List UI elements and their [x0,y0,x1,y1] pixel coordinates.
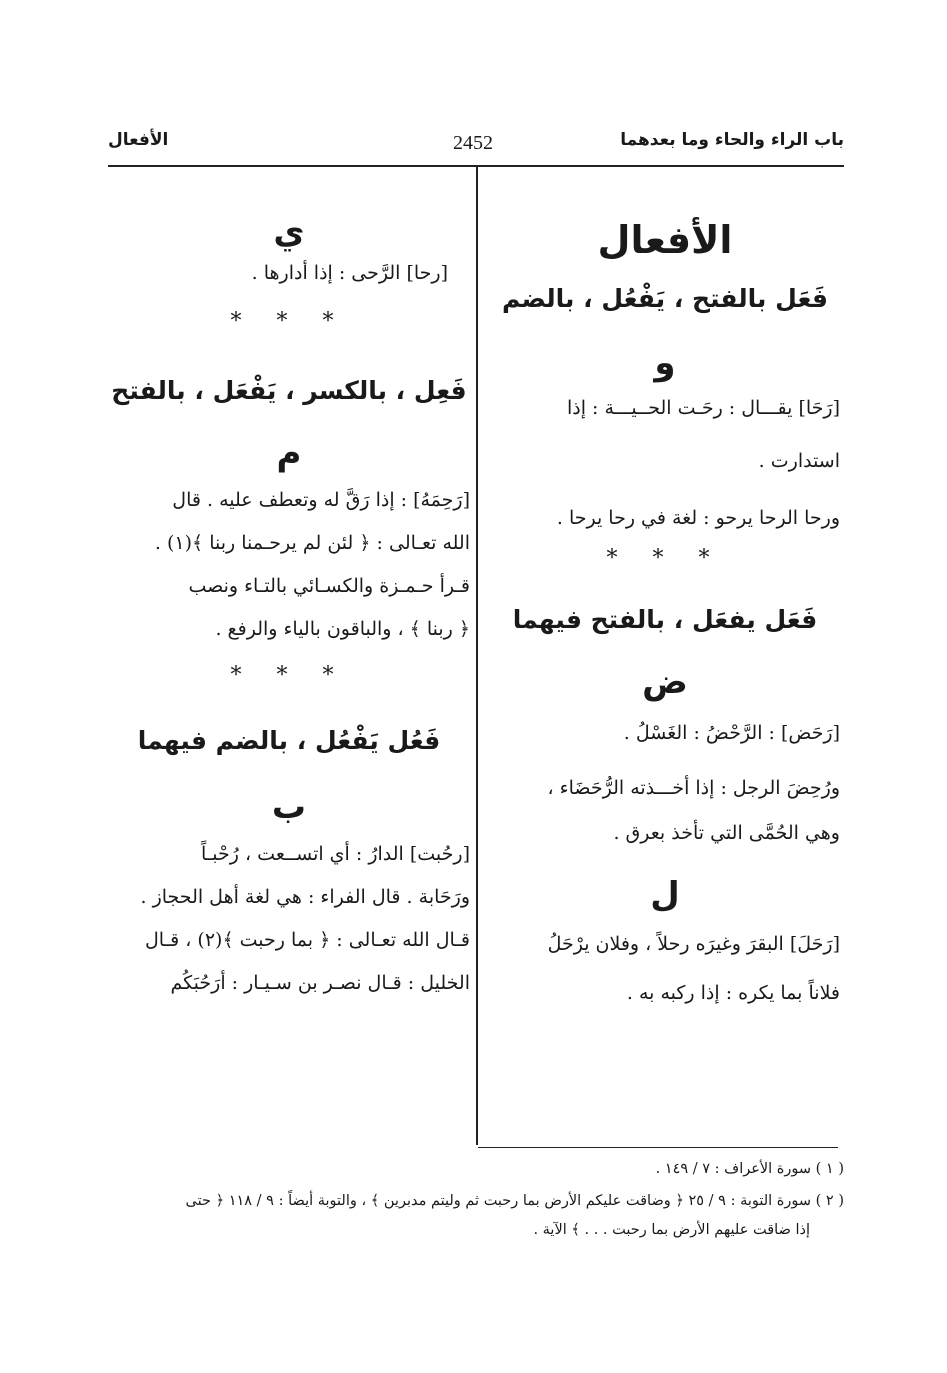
entry-raha-line1: [رَحَا] يقـــال : رحَـت الحــيـــة : إذا [566,397,840,419]
section-title-kasra-fatha: فَعِل ، بالكسر ، يَفْعَل ، بالفتح [111,376,467,405]
entry-rahima-line4: ﴿ ربنا ﴾ ، والباقون بالياء والرفع . [215,618,470,640]
footnote-2-line1: ( ٢ ) سورة التوبة : ٩ / ٢٥ ﴿ وضاقت عليكم الأرض بما رحبت ثم وليتم مدبرين ﴾ ، والتوبة أيضاً : ٩ / ١١٨ ﴿ حتى [185,1193,844,1209]
page-header [108,128,844,168]
left-column [108,180,470,1005]
entry-rahad-line1: [رَحَض] : الرَّحْضُ : الغَسْلُ . [623,722,840,744]
entry-rahuba-line1: [رحُبت] الدارُ : أي اتســعت ، رُحْبـاً [200,843,470,865]
entry-rahuba-line3: قـال الله تعـالى : ﴿ بما رحبت ﴾(٢) ، قـال [144,929,470,951]
entry-rahad-line3: وهي الحُمَّى التي تأخذ بعرق . [613,822,840,844]
letter-heading-mim: م [276,433,302,473]
chapter-title: الأفعال [597,218,733,262]
section-title-fatha-both: فَعَل يفعَل ، بالفتح فيهما [512,605,818,634]
letter-heading-ya: ي [273,212,305,252]
footnote-1: ( ١ ) سورة الأعراف : ٧ / ١٤٩ . [655,1161,844,1177]
entry-rahima-line3: قـرأ حـمـزة والكسـائي بالتـاء ونصب [188,575,470,597]
entry-rahuba-line2: ورَحَابة . قال الفراء : هي لغة أهل الحجاز . [140,886,470,908]
footnote-rule [478,1147,838,1148]
entry-rahima-line1: [رَحِمَهُ] : إذا رَقَّ له وتعطف عليه . قال [172,489,470,511]
section-separator: * * * [230,309,348,334]
letter-heading-lam: ل [650,875,680,915]
section-separator: * * * [606,546,724,571]
running-title-right: باب الراء والحاء وما بعدهما [620,130,844,150]
entry-rahuba-line4: الخليل : قـال نصـر بن سـيـار : أرَحُبَكُم [170,972,470,994]
letter-heading-ba: ب [271,787,307,827]
entry-raha-line2: استدارت . [758,450,840,472]
page-number: 2452 [453,132,493,154]
entry-rahad-line2: ورُحِضَ الرجل : إذا أخـــذته الرُّحَضَاء ، [547,777,840,799]
entry-rahima-line2: الله تعـالى : ﴿ لئن لم يرحـمنا ربنا ﴾(١) . [154,532,470,554]
section-title-damma-both: فَعُل يَفْعُل ، بالضم فيهما [137,726,441,755]
section-separator: * * * [230,663,348,688]
footnote-2-line2: إذا ضاقت عليهم الأرض بما رحبت . . . ﴾ الآية . [533,1222,810,1238]
letter-heading-waw: و [654,343,676,383]
right-column [490,180,840,1015]
entry-raha-ya: [رحا] الرَّحى : إذا أدارها . [251,262,448,284]
section-title-fatha-damma: فَعَل بالفتح ، يَفْعُل ، بالضم [502,284,828,313]
entry-raha-line3: ورحا الرحا يرحو : لغة في رحا يرحا . [556,507,840,529]
entry-rahal-line1: [رَحَلَ] البقرَ وغيرَه رحلاً ، وفلان يرْحَلُ [547,933,840,955]
letter-heading-dad: ض [642,662,688,702]
column-divider [476,167,478,1145]
entry-rahal-line2: فلاناً بما يكره : إذا ركبه به . [626,982,840,1004]
footnotes [108,1155,844,1245]
running-title-left: الأفعال [108,130,169,150]
